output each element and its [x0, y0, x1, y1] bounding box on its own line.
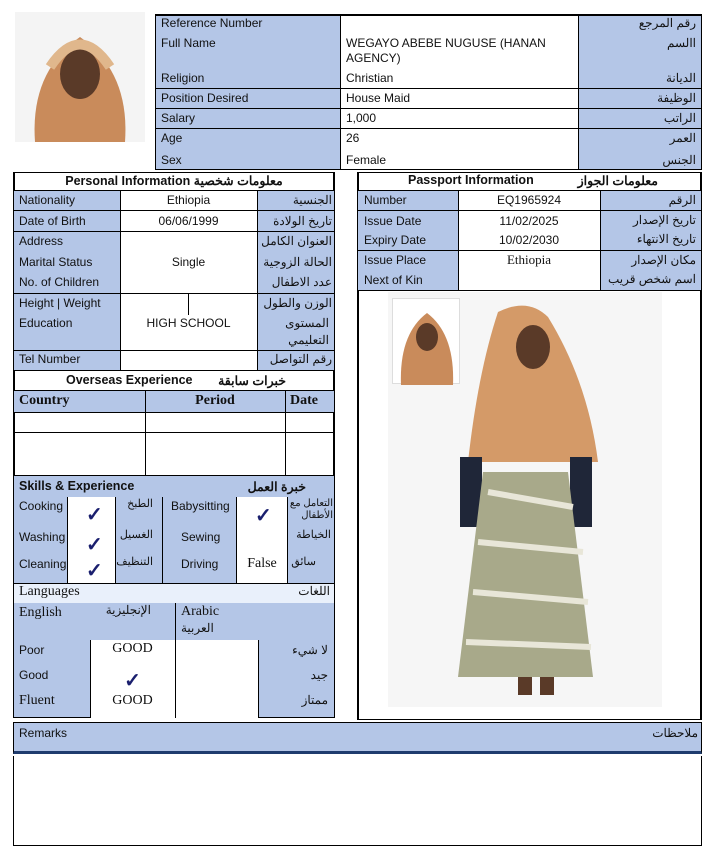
level-fluent-label: Fluent [19, 693, 55, 708]
remarks-field[interactable] [13, 756, 702, 846]
tel-ar: رقم التواصل [269, 352, 332, 366]
check-icon: ✓ [86, 560, 103, 582]
age-ar: العمر [669, 131, 696, 145]
religion-value: Christian [346, 71, 394, 85]
check-icon: ✓ [86, 504, 103, 526]
next-of-kin-label: Next of Kin [364, 273, 423, 287]
salary-value: 1,000 [346, 111, 377, 125]
skills-title-ar: خبرة العمل [247, 480, 306, 494]
col-period: Period [195, 393, 235, 408]
marital-value: Single [171, 255, 206, 269]
full-body-photo [388, 292, 662, 707]
salary-ar: الراتب [663, 111, 696, 125]
sex-value: Female [346, 153, 387, 167]
position-ar: الوظيفة [657, 91, 696, 105]
skill-sewing-label: Sewing [181, 530, 221, 544]
english-poor-value: GOOD [112, 641, 153, 656]
address-label: Address [19, 234, 64, 248]
expiry-date-label: Expiry Date [364, 233, 427, 247]
tel-label: Tel Number [19, 352, 81, 366]
height-weight-label: Height | Weight [19, 296, 101, 310]
fullname-ar: االسم [666, 36, 696, 50]
passport-number-ar: الرقم [668, 193, 696, 207]
skill-driving-label: Driving [181, 557, 219, 571]
arabic-ar: العربية [181, 621, 214, 635]
passport-number-label: Number [364, 193, 407, 207]
skill-driving-ar: سائق [291, 556, 316, 568]
personal-title: Personal Information معلومات شخصية [65, 174, 283, 188]
english-fluent-value: GOOD [112, 693, 153, 708]
height-weight-ar: الوزن والطول [263, 296, 332, 310]
children-label: No. of Children [19, 275, 100, 289]
next-of-kin-ar: اسم شخص قريب [607, 272, 696, 286]
level-good-label: Good [19, 668, 49, 682]
level-poor-ar: لا شيء [292, 643, 328, 657]
children-ar: عدد الاطفال [271, 275, 332, 289]
col-date: Date [290, 393, 318, 408]
age-label: Age [161, 131, 183, 145]
education-label: Education [19, 316, 73, 330]
english-label: English [19, 605, 62, 620]
nationality-label: Nationality [19, 193, 76, 207]
position-value: House Maid [346, 91, 411, 105]
age-value: 26 [346, 131, 360, 145]
english-ar: الإنجليزية [105, 603, 151, 617]
issue-date-label: Issue Date [364, 214, 422, 228]
skill-washing-label: Washing [19, 530, 66, 544]
check-icon: ✓ [124, 670, 141, 692]
passport-number-value: EQ1965924 [496, 193, 562, 207]
languages-title: Languages [19, 584, 80, 599]
remarks-ar: ملاحظات [652, 726, 698, 740]
nationality-value: Ethiopia [166, 193, 211, 207]
check-icon: ✓ [255, 505, 272, 527]
nationality-ar: الجنسية [292, 193, 332, 207]
skill-washing-ar: الغسيل [119, 529, 153, 541]
check-icon: ✓ [86, 534, 103, 556]
level-fluent-ar: ممتاز [301, 693, 328, 707]
skill-cleaning-ar: التنظيف [116, 556, 153, 568]
skill-driving-value: False [247, 556, 277, 571]
religion-label: Religion [161, 71, 205, 85]
issue-place-value: Ethiopia [506, 252, 552, 267]
marital-label: Marital Status [19, 255, 93, 269]
ref-label: Reference Number [161, 16, 263, 30]
education-ar: المستوى التعليمي [285, 316, 329, 347]
skill-cooking-label: Cooking [19, 499, 64, 513]
salary-label: Salary [161, 111, 196, 125]
skill-sewing-ar: الخياطة [296, 529, 331, 541]
education-value: HIGH SCHOOL [146, 316, 231, 330]
skill-babysitting-label: Babysitting [171, 499, 230, 513]
fullname-label: Full Name [161, 36, 216, 50]
issue-place-ar: مكان الإصدار [631, 253, 696, 267]
issue-date-ar: تاريخ الإصدار [632, 213, 696, 227]
level-poor-label: Poor [19, 643, 45, 657]
remarks-bar [13, 722, 702, 754]
expiry-date-value: 10/02/2030 [498, 233, 560, 247]
issue-place-label: Issue Place [364, 253, 427, 267]
expiry-date-ar: تاريخ الانتهاء [636, 232, 696, 246]
passport-title: Passport Information [408, 173, 534, 187]
address-ar: العنوان الكامل [261, 234, 332, 248]
skills-title: Skills & Experience [19, 479, 135, 493]
headshot-photo [15, 12, 145, 142]
skill-babysitting-ar: التعامل مع الأطفال [289, 498, 333, 521]
fullname-value: WEGAYO ABEBE NUGUSE (HANAN AGENCY) [346, 36, 546, 65]
ref-ar: رقم المرجع [638, 16, 696, 30]
issue-date-value: 11/02/2025 [499, 214, 559, 228]
languages-title-ar: اللغات [298, 584, 330, 598]
dob-ar: تاريخ الولادة [273, 214, 332, 228]
dob-label: Date of Birth [19, 214, 86, 228]
position-label: Position Desired [161, 91, 249, 105]
passport-title-ar: معلومات الجواز [577, 174, 658, 188]
marital-ar: الحالة الزوجية [263, 255, 332, 269]
col-country: Country [19, 393, 70, 408]
skill-cleaning-label: Cleaning [19, 557, 67, 571]
religion-ar: الديانة [665, 71, 696, 85]
sex-label: Sex [161, 153, 182, 167]
overseas-title-ar: خبرات سابقة [218, 374, 286, 388]
dob-value: 06/06/1999 [158, 214, 219, 228]
skill-cooking-ar: الطبخ [127, 498, 153, 510]
remarks-label: Remarks [19, 726, 68, 740]
overseas-title: Overseas Experience [66, 373, 193, 387]
level-good-ar: جيد [310, 668, 328, 682]
sex-ar: الجنس [662, 153, 696, 167]
arabic-label: Arabic [181, 604, 220, 619]
